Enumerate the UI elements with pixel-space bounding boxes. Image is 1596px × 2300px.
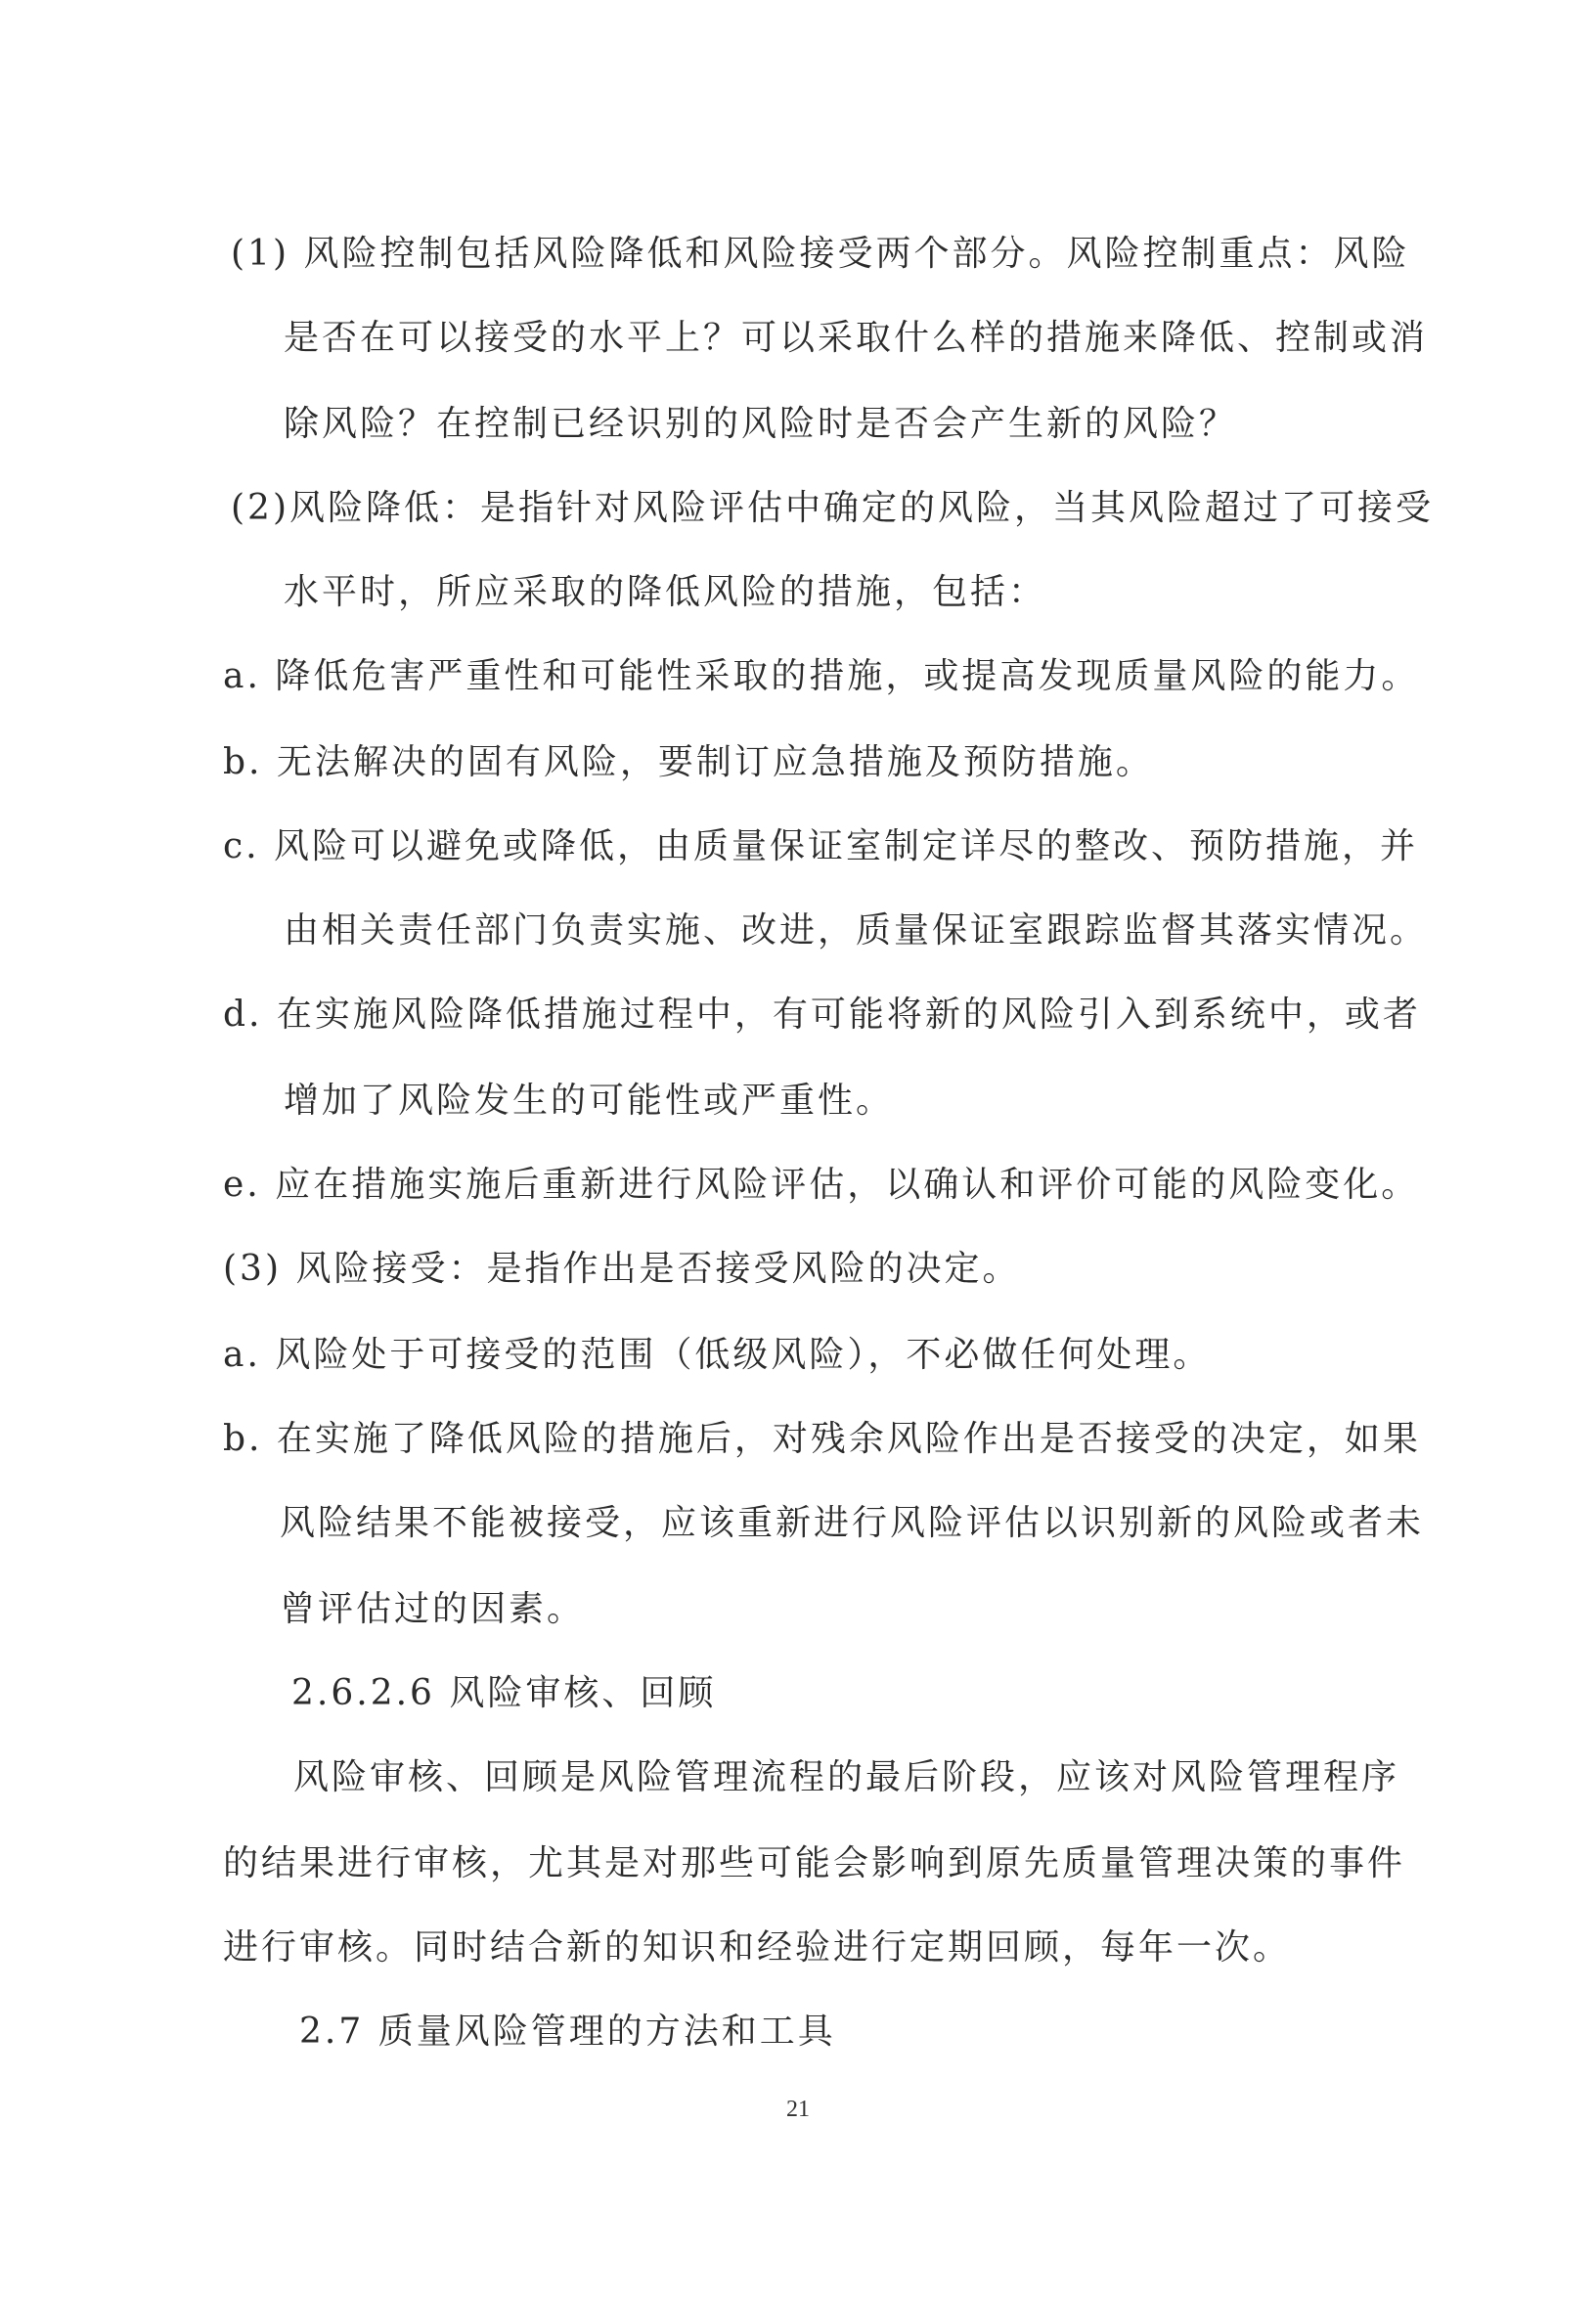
text-line-2: 是否在可以接受的水平上？可以采取什么样的措施来降低、控制或消 [284,318,1429,358]
text-line-20: 的结果进行审核，尤其是对那些可能会影响到原先质量管理决策的事件 [223,1843,1406,1883]
text-line-4: (2)风险降低：是指针对风险评估中确定的风险，当其风险超过了可接受 [231,488,1434,528]
text-line-3: 除风险？在控制已经识别的风险时是否会产生新的风险？ [284,404,1238,444]
text-line-15: b. 在实施了降低风险的措施后，对残余风险作出是否接受的决定，如果 [223,1419,1421,1459]
section-heading-2-6-2-6: 2.6.2.6 风险审核、回顾 [291,1673,717,1713]
text-line-5: 水平时，所应采取的降低风险的措施，包括： [284,572,1047,612]
text-line-12: e. 应在措施实施后重新进行风险评估，以确认和评价可能的风险变化。 [223,1165,1420,1205]
text-line-19: 风险审核、回顾是风险管理流程的最后阶段，应该对风险管理程序 [293,1757,1400,1797]
text-line-9: 由相关责任部门负责实施、改进，质量保证室跟踪监督其落实情况。 [284,910,1429,951]
text-line-10: d. 在实施风险降低措施过程中，有可能将新的风险引入到系统中，或者 [223,995,1421,1035]
text-line-17: 曾评估过的因素。 [280,1589,586,1629]
text-line-13: (3) 风险接受：是指作出是否接受风险的决定。 [223,1249,1021,1289]
text-line-1: (1) 风险控制包括风险降低和风险接受两个部分。风险控制重点：风险 [231,234,1410,274]
text-line-14: a. 风险处于可接受的范围（低级风险），不必做任何处理。 [223,1335,1212,1375]
text-line-8: c. 风险可以避免或降低，由质量保证室制定详尽的整改、预防措施，并 [223,826,1419,866]
section-heading-2-7: 2.7 质量风险管理的方法和工具 [299,2012,836,2052]
text-line-16: 风险结果不能被接受，应该重新进行风险评估以识别新的风险或者未 [280,1503,1425,1543]
text-line-21: 进行审核。同时结合新的知识和经验进行定期回顾，每年一次。 [223,1927,1292,1968]
text-line-6: a. 降低危害严重性和可能性采取的措施，或提高发现质量风险的能力。 [223,656,1420,696]
page-number: 21 [786,2097,810,2122]
text-line-11: 增加了风险发生的可能性或严重性。 [284,1081,895,1121]
text-line-7: b. 无法解决的固有风险，要制订应急措施及预防措施。 [223,742,1154,782]
